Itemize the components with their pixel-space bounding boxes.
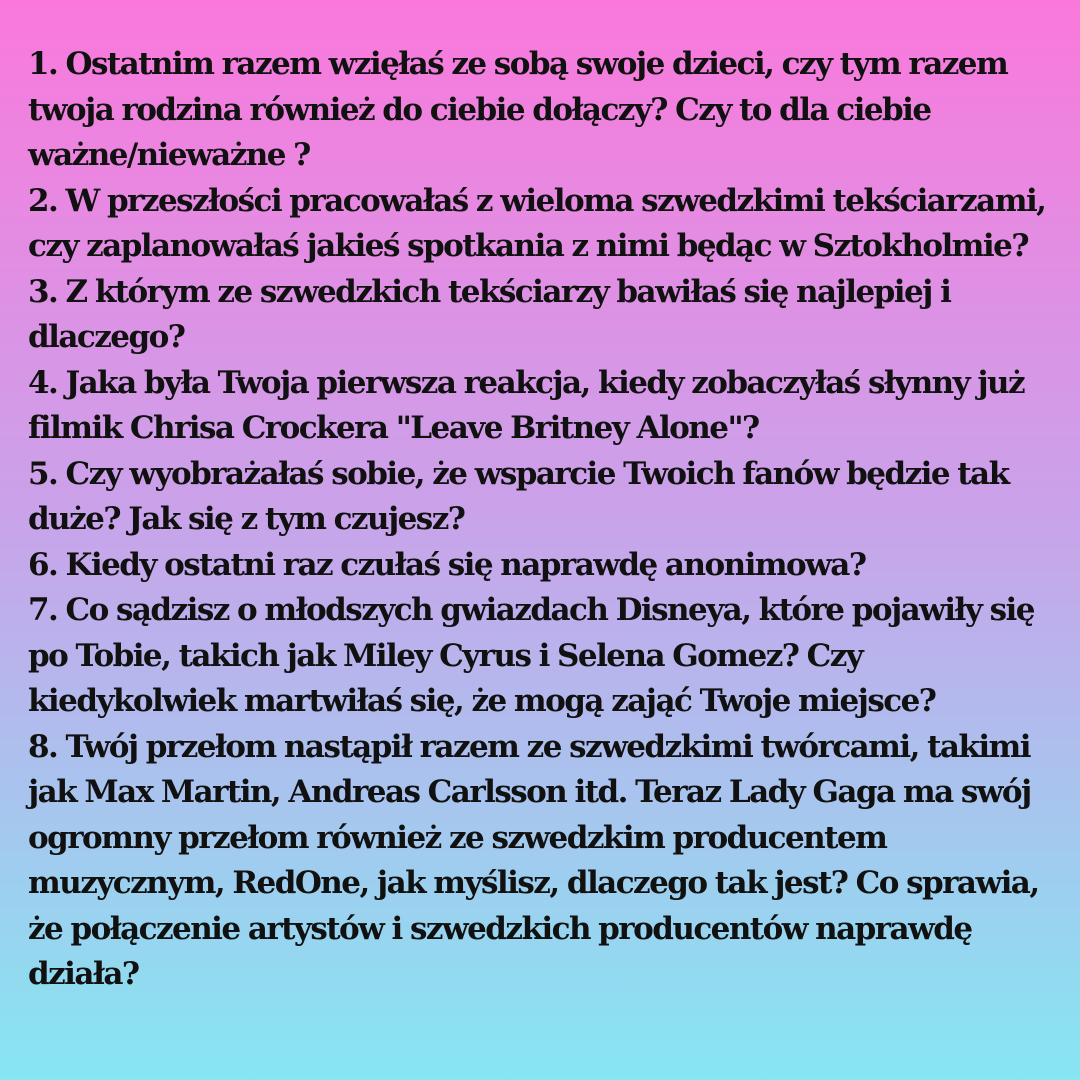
question-2: 2. W przeszłości pracowałaś z wieloma szwedzkimi tekściarzami, czy zaplanowałaś jakieś spotkania z nimi będąc w Sztokholmie? xyxy=(28,182,1046,264)
question-4: 4. Jaka była Twoja pierwsza reakcja, kiedy zobaczyłaś słynny już filmik Chrisa Crockera "Leave Britney Alone"? xyxy=(28,364,1025,446)
question-1: 1. Ostatnim razem wzięłaś ze sobą swoje dzieci, czy tym razem twoja rodzina również do ciebie dołączy? Czy to dla ciebie ważne/nieważne ? xyxy=(28,46,1008,173)
question-3: 3. Z którym ze szwedzkich tekściarzy bawiłaś się najlepiej i dlaczego? xyxy=(28,273,951,355)
question-7: 7. Co sądzisz o młodszych gwiazdach Disneya, które pojawiły się po Tobie, takich jak Miley Cyrus i Selena Gomez? Czy kiedykolwiek martwiłaś się, że mogą zająć Twoje miejsce? xyxy=(28,592,1034,719)
question-5: 5. Czy wyobrażałaś sobie, że wsparcie Twoich fanów będzie tak duże? Jak się z tym czujesz? xyxy=(28,455,1009,537)
questions-list xyxy=(28,42,1056,998)
question-8: 8. Twój przełom nastąpił razem ze szwedzkimi twórcami, takimi jak Max Martin, Andreas Carlsson itd. Teraz Lady Gaga ma swój ogromny przełom również ze szwedzkim producentem muzycznym, RedOne, jak myślisz, dlaczego tak jest? Co sprawia, że połączenie artystów i szwedzkich producentów naprawdę działa? xyxy=(28,728,1039,992)
question-6: 6. Kiedy ostatni raz czułaś się naprawdę anonimowa? xyxy=(28,546,866,583)
